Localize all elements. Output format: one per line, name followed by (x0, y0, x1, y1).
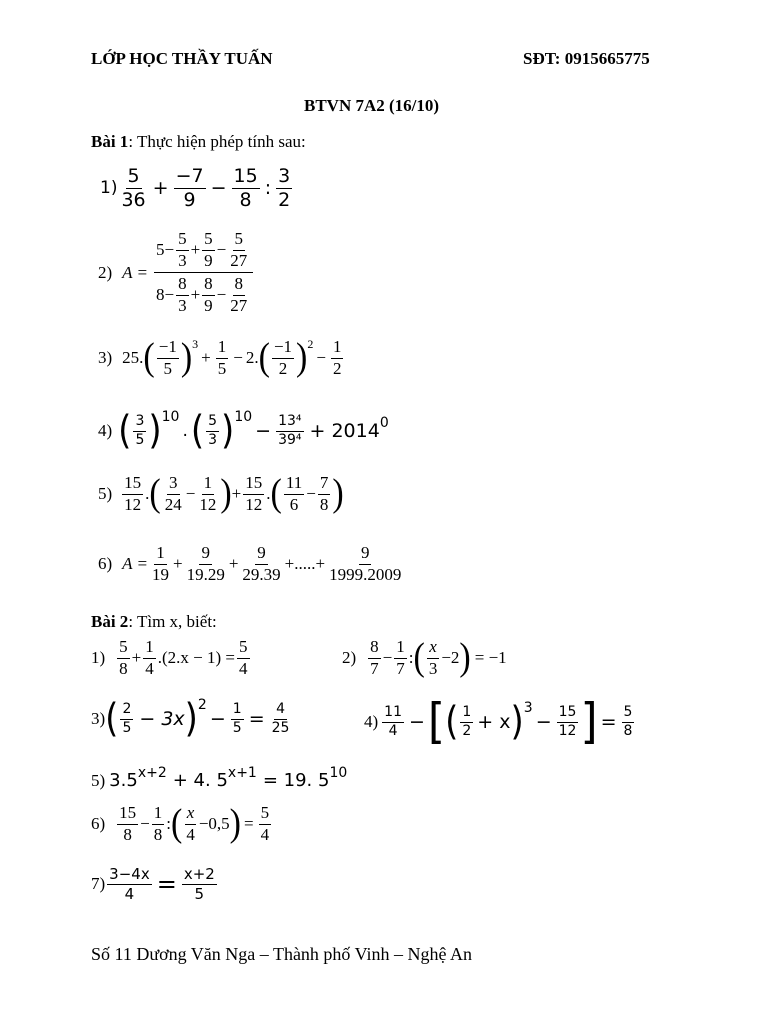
operator: . (182, 421, 188, 441)
fraction (276, 414, 303, 448)
term: −2 (441, 648, 460, 668)
page-title: BTVN 7A2 (16/10) (304, 96, 440, 115)
problem-3: 3) 25. ( $\frac{-1}{5}$ ) 3 + $\frac{1}{5}$ − 2. ( $\frac{-1}{2}$ ) 2 − $\frac{1}{2}$ (98, 336, 342, 379)
numerator: 5 (233, 230, 246, 251)
fraction (152, 804, 165, 844)
fraction (143, 638, 156, 678)
numerator: 5 (117, 638, 130, 659)
problem-number: 6) (98, 554, 113, 574)
fraction (557, 705, 579, 739)
numerator: −7 (175, 165, 204, 187)
numerator: 9 (255, 544, 268, 565)
numerator: 3 (133, 414, 146, 431)
numerator: 4 (274, 702, 287, 719)
numerator: 5 (202, 230, 215, 251)
problem-5: 5) $\frac{15}{12}$ . ( $\frac{3}{24}$ − $\frac{1}{12}$ ) + $\frac{15}{12}$ . ( $\frac{11}{6}$ − $\frac{7}{8}$ ) (98, 472, 344, 515)
denominator: 4 (388, 722, 398, 739)
problem-1: 1) $\frac{5}{36}$ + $\frac{-7}{9}$ − $\frac{15}{8}$ : $\frac{3}{2}$ (100, 165, 291, 211)
problem-number: 1) (100, 178, 118, 199)
fraction (237, 638, 250, 678)
compound-numerator: 5 − $\frac{5}{3}$ + $\frac{5}{9}$ − $\frac{5}{27}$ (154, 230, 253, 273)
problem-number: 3) (91, 709, 106, 728)
denominator: 5 (135, 431, 145, 448)
fraction (174, 166, 206, 211)
fraction (182, 866, 217, 902)
denominator: 27 (230, 296, 248, 316)
numerator: 5 (259, 804, 272, 825)
denominator: 9 (204, 296, 213, 316)
denominator: 19 (151, 564, 169, 584)
fraction (157, 338, 179, 378)
lhs: A = (122, 554, 148, 574)
fraction (228, 275, 249, 315)
fraction (117, 638, 130, 678)
numerator: 3−4x (109, 865, 150, 883)
term: + 4. 5 (172, 770, 228, 791)
fraction (197, 474, 218, 514)
term: 8 (155, 285, 165, 305)
question-3: 3) ( $\frac{2}{5}$ − 3x ) 2 − $\frac{1}{5}$ = $\frac{4}{25}$ (91, 696, 290, 742)
numerator: x (427, 638, 439, 659)
fraction (270, 702, 292, 736)
bai1-text: : Thực hiện phép tính sau: (128, 132, 306, 151)
numerator: 15 (122, 474, 143, 495)
numerator: 5 (622, 705, 635, 722)
question-2: 2) $\frac{8}{7}$ − $\frac{1}{7}$ : ( $\frac{x}{3}$ −2 ) = −1 (342, 636, 507, 679)
problem-6: 6) A = $\frac{1}{19}$ + $\frac{9}{19.29}$ + $\frac{9}{29.39}$ +.....+ $\frac{9}{1999.2009}$ (98, 543, 402, 584)
ellipsis: +.....+ (284, 554, 326, 574)
denominator: 27 (230, 250, 248, 270)
fraction (284, 474, 304, 514)
compound-denominator: 8 − $\frac{8}{3}$ + $\frac{8}{9}$ − $\frac{8}{27}$ (155, 274, 248, 316)
denominator: 12 (558, 722, 577, 739)
numerator: 5 (127, 165, 140, 187)
denominator: 2 (332, 358, 342, 378)
denominator: 4 (186, 824, 195, 844)
denominator: 2 (278, 358, 288, 378)
denominator: 5 (217, 358, 227, 378)
fraction (202, 275, 215, 315)
denominator: 7 (370, 658, 379, 678)
exponent: 2 (197, 697, 207, 713)
denominator: 8 (123, 824, 132, 844)
denominator: 25 (271, 719, 290, 736)
exponent: 0 (379, 415, 389, 431)
exponent: 3 (523, 700, 533, 716)
footer-address: Số 11 Dương Văn Nga – Thành phố Vinh – Nghệ An (91, 944, 473, 964)
term: 3.5 (109, 770, 138, 791)
rhs: = −1 (474, 648, 507, 668)
fraction (460, 705, 473, 739)
fraction (331, 338, 344, 378)
exponent: 2 (307, 336, 314, 351)
fraction (176, 275, 189, 315)
denominator: 8 (119, 658, 128, 678)
numerator: 1 (394, 638, 407, 659)
fraction (163, 474, 184, 514)
fraction (382, 705, 404, 739)
fraction (185, 544, 227, 584)
denominator: 9 (183, 188, 196, 211)
numerator: 1 (152, 804, 165, 825)
fraction (232, 166, 260, 211)
numerator: 15 (233, 165, 258, 187)
denominator: 5 (163, 358, 173, 378)
numerator: x (185, 804, 197, 825)
exponent: 3 (192, 336, 199, 351)
numerator: 1 (331, 338, 344, 359)
denominator: 8 (153, 824, 163, 844)
term: = 19. 5 (262, 770, 330, 791)
numerator: 15 (117, 804, 138, 825)
denominator: 8 (239, 188, 252, 211)
denominator: 4 (145, 658, 154, 678)
question-6: 6) $\frac{15}{8}$ − $\frac{1}{8}$ : ( $\frac{x}{4}$ −0,5 ) = $\frac{5}{4}$ (91, 802, 270, 845)
fraction (394, 638, 407, 678)
denominator: 12 (199, 494, 217, 514)
fraction (272, 338, 294, 378)
problem-4: 4) ( $\frac{3}{5}$ ) 10 . ( $\frac{5}{3}$ ) 10 − $\frac{\text{13⁴}}{\text{39⁴}}$ + 2014 0 (98, 408, 389, 454)
denominator: 8 (623, 722, 633, 739)
numerator: x+2 (183, 865, 215, 883)
problem-number: 3) (98, 348, 113, 368)
fraction (117, 804, 138, 844)
problem-number: 5) (98, 484, 113, 504)
numerator: 7 (318, 474, 331, 495)
fraction (119, 166, 147, 211)
expression: .(2.x − 1) = (157, 648, 236, 668)
fraction (427, 638, 440, 678)
bai2-label: Bài 2 (91, 612, 129, 631)
fraction (176, 230, 189, 270)
problem-number: 5) (91, 770, 106, 790)
problem-number: 2) (98, 262, 113, 282)
numerator: 8 (233, 275, 246, 296)
fraction (259, 804, 272, 844)
numerator: 9 (199, 544, 212, 565)
numerator: 13⁴ (276, 414, 303, 431)
term: + 2014 (309, 420, 380, 442)
numerator: 8 (368, 638, 381, 659)
numerator: 15 (243, 474, 264, 495)
numerator: 15 (557, 705, 579, 722)
term: 5 (155, 239, 165, 259)
denominator: 39⁴ (278, 431, 302, 448)
numerator: 11 (382, 705, 404, 722)
fraction (133, 414, 146, 448)
fraction (120, 702, 133, 736)
denominator: 5 (122, 719, 132, 736)
fraction (122, 474, 143, 514)
bai1-label: Bài 1 (91, 132, 129, 151)
denominator: 3 (178, 296, 187, 316)
question-4: 4) $\frac{11}{4}$ − [ ( $\frac{1}{2}$ + x ) 3 − $\frac{15}{12}$ ] = $\frac{5}{8}$ (364, 693, 633, 750)
numerator: 5 (176, 230, 189, 251)
denominator: 8 (319, 494, 329, 514)
fraction (184, 804, 197, 844)
numerator: 1 (154, 544, 167, 565)
coefficient: 2. (245, 348, 259, 368)
term: − 3x (139, 708, 185, 730)
fraction (228, 230, 249, 270)
numerator: 8 (176, 275, 189, 296)
numerator: 3 (167, 474, 180, 495)
question-1: 1) $\frac{5}{8}$ + $\frac{1}{4}$ .(2.x − 1) = $\frac{5}{4}$ (91, 637, 248, 678)
denominator: 29.39 (242, 564, 281, 584)
fraction (240, 544, 282, 584)
numerator: 11 (284, 474, 304, 495)
fraction (202, 230, 215, 270)
denominator: 36 (121, 188, 146, 211)
numerator: 5 (206, 414, 219, 431)
numerator: 9 (359, 544, 372, 565)
bai2-heading (91, 612, 217, 632)
numerator: 1 (202, 474, 215, 495)
problem-number: 2) (342, 648, 357, 668)
denominator: 3 (178, 250, 187, 270)
denominator: 3 (428, 658, 438, 678)
denominator: 4 (260, 824, 270, 844)
denominator: 4 (239, 658, 248, 678)
denominator: 24 (164, 494, 182, 514)
problem-number: 4) (98, 421, 113, 440)
denominator: 7 (396, 658, 405, 678)
problem-number: 1) (91, 648, 106, 668)
denominator: 2 (278, 188, 291, 211)
compound-fraction (154, 230, 253, 316)
lhs: A = (122, 262, 148, 282)
term: −0,5 (198, 814, 230, 834)
denominator: 1999.2009 (329, 564, 402, 584)
denominator: 2 (462, 722, 472, 739)
fraction (368, 638, 381, 678)
fraction (107, 866, 152, 902)
fraction (243, 474, 264, 514)
exponent: 10 (161, 409, 180, 425)
fraction (622, 705, 635, 739)
problem-number: 4) (364, 712, 379, 731)
exponent: x+1 (227, 764, 257, 781)
numerator: 1 (216, 338, 229, 359)
numerator: 1 (231, 702, 244, 719)
fraction (150, 544, 171, 584)
denominator: 5 (194, 884, 205, 903)
bai1-heading (91, 132, 306, 152)
denominator: 4 (124, 884, 135, 903)
fraction (231, 702, 244, 736)
exponent: 10 (329, 764, 348, 781)
denominator: 19.29 (186, 564, 225, 584)
denominator: 12 (124, 494, 142, 514)
coefficient: 25. (122, 348, 144, 368)
header-right: SĐT: 0915665775 (523, 49, 650, 68)
question-7 (91, 866, 219, 902)
bai2-text: : Tìm x, biết: (128, 612, 217, 631)
denominator: 5 (232, 719, 242, 736)
fraction (206, 414, 219, 448)
exponent: 10 (234, 409, 253, 425)
numerator: 1 (143, 638, 156, 659)
denominator: 6 (289, 494, 299, 514)
fraction (276, 166, 292, 211)
numerator: −1 (157, 338, 179, 359)
problem-number: 6) (91, 814, 106, 834)
question-5 (91, 764, 348, 791)
exponent: x+2 (137, 764, 167, 781)
numerator: 1 (460, 705, 473, 722)
term: + x (477, 711, 511, 733)
fraction (327, 544, 403, 584)
numerator: 2 (120, 702, 133, 719)
denominator: 9 (204, 250, 213, 270)
problem-2 (98, 230, 255, 316)
numerator: −1 (272, 338, 294, 359)
denominator: 3 (208, 431, 218, 448)
fraction (318, 474, 331, 514)
equals-sign: = (156, 870, 177, 898)
denominator: 12 (245, 494, 263, 514)
numerator: 8 (202, 275, 215, 296)
header-left: LỚP HỌC THẦY TUẤN (91, 49, 273, 68)
numerator: 3 (278, 165, 291, 187)
fraction (216, 338, 229, 378)
numerator: 5 (237, 638, 250, 659)
problem-number: 7) (91, 874, 106, 893)
